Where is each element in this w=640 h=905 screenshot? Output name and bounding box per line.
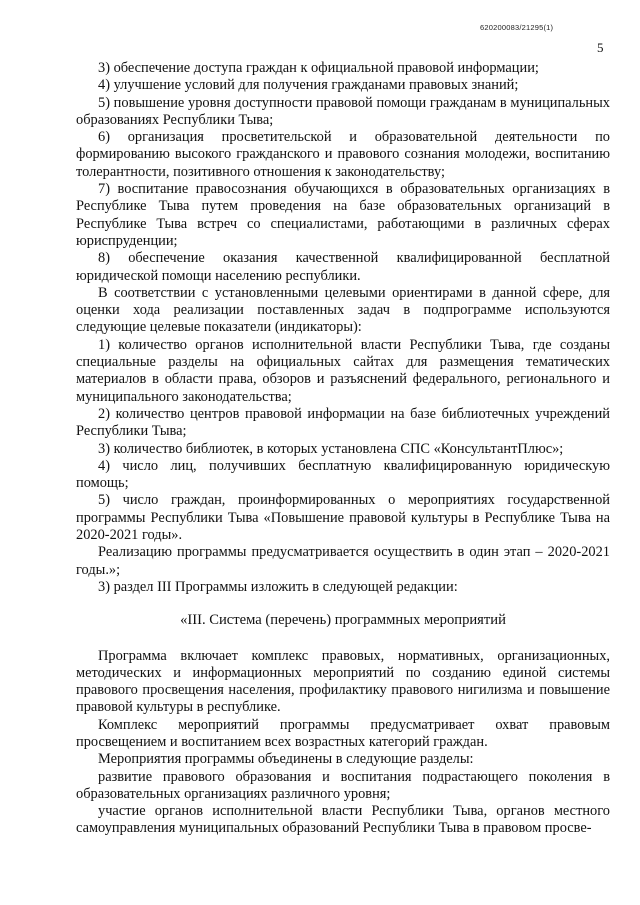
paragraph: участие органов исполнительной власти Республики Тыва, органов местного самоуправления муниципальных образований Республики Тыва в правовом просве- xyxy=(76,803,610,837)
paragraph: 6) организация просветительской и образовательной деятельности по формированию высокого гражданского и правового сознания молодежи, воспитанию толерантности, позитивного отношения к законодательству; xyxy=(76,129,610,180)
paragraph: В соответствии с установленными целевыми ориентирами в данной сфере, для оценки хода реализации поставленных задач в подпрограмме используются следующие целевые показатели (индикаторы): xyxy=(76,284,610,336)
paragraph: Мероприятия программы объединены в следующие разделы: xyxy=(98,751,474,768)
paragraph: 4) число лиц, получивших бесплатную квалифицированную юридическую помощь; xyxy=(76,457,610,492)
paragraph: 4) улучшение условий для получения гражданами правовых знаний; xyxy=(98,77,519,94)
page-number: 5 xyxy=(597,40,604,55)
paragraph: 3) количество библиотек, в которых установлена СПС «КонсультантПлюс»; xyxy=(98,440,564,457)
paragraph: 2) количество центров правовой информации на базе библиотечных учреждений Республики Тыва; xyxy=(76,405,610,440)
paragraph: Реализацию программы предусматривается осуществить в один этап – 2020-2021 годы.»; xyxy=(76,544,610,578)
paragraph: 1) количество органов исполнительной власти Республики Тыва, где созданы специальные разделы на официальных сайтах для размещения тематических материалов в области права, обзоров и разъяснений федерального, регионального и муниципального законодательства; xyxy=(76,336,610,405)
paragraph: развитие правового образования и воспитания подрастающего поколения в образовательных организациях различного уровня; xyxy=(76,768,610,802)
paragraph: 5) повышение уровня доступности правовой помощи гражданам в муниципальных образованиях Республики Тыва; xyxy=(76,94,610,128)
paragraph: 3) обеспечение доступа граждан к официальной правовой информации; xyxy=(98,60,539,76)
section-title: «III. Система (перечень) программных мероприятий xyxy=(180,612,506,629)
paragraph: 8) обеспечение оказания качественной квалифицированной бесплатной юридической помощи населению республики. xyxy=(76,250,610,284)
paragraph: 7) воспитание правосознания обучающихся в образовательных организациях в Республике Тыва путем проведения на базе образовательных организаций в Республике Тыва встреч со специалистами, работающими в различных сферах юриспруденции; xyxy=(76,181,610,249)
document-number: 620200083/21295(1) xyxy=(480,23,554,32)
paragraph: 3) раздел III Программы изложить в следующей редакции: xyxy=(98,578,458,595)
paragraph: Комплекс мероприятий программы предусматривает охват правовым просвещением и воспитанием всех возрастных категорий граждан. xyxy=(76,716,610,750)
paragraph: 5) число граждан, проинформированных о мероприятиях государственной программы Республики Тыва «Повышение правовой культуры в Республике Тыва на 2020-2021 годы». xyxy=(76,492,610,544)
document-body xyxy=(76,60,610,838)
paragraph: Программа включает комплекс правовых, нормативных, организационных, методических и информационных мероприятий по созданию единой системы правового просвещения населения, профилактику правового нигилизма и повышение правовой культуры в республике. xyxy=(76,647,610,716)
